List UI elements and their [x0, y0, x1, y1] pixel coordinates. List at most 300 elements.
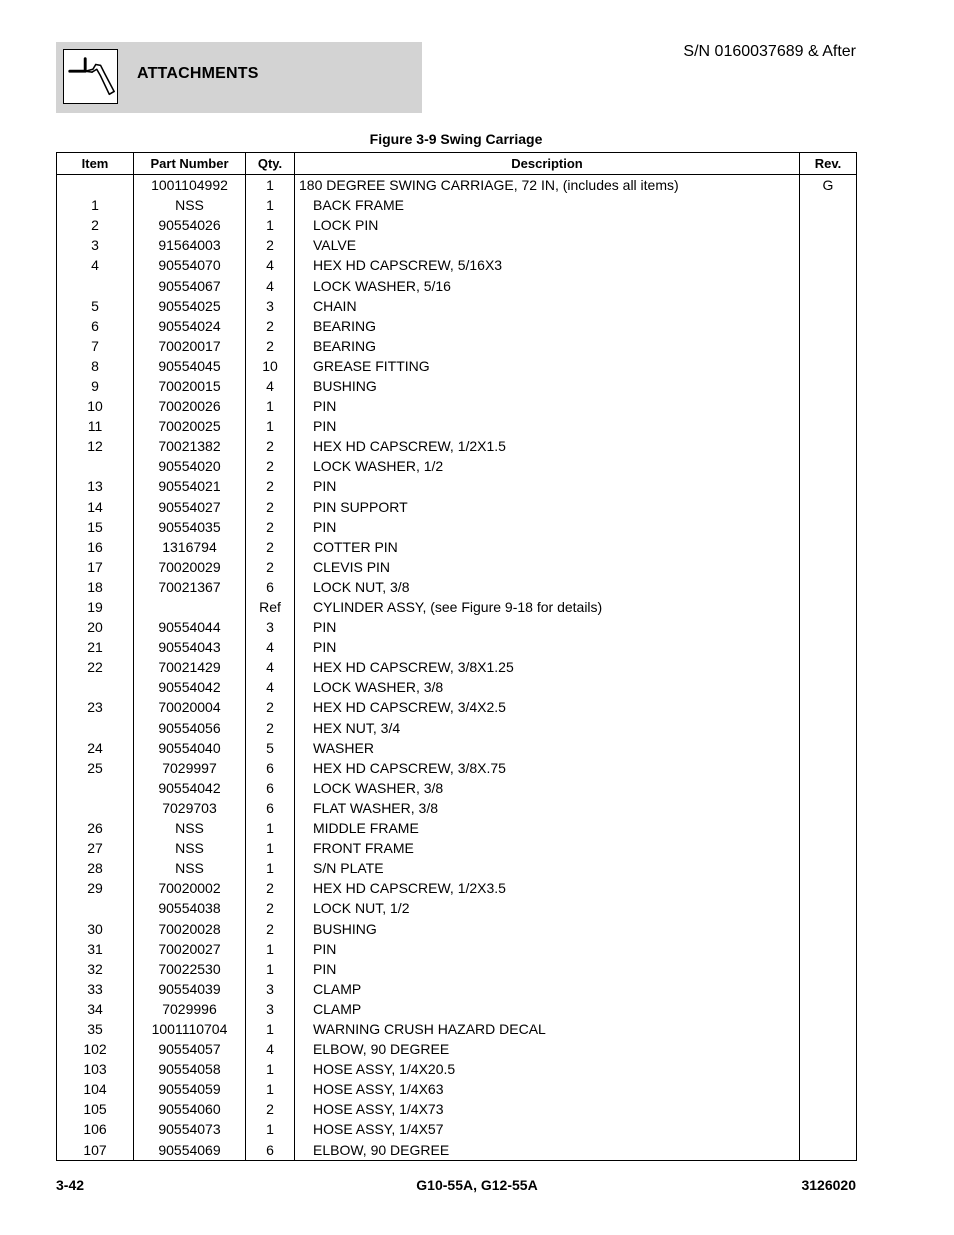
rev-cell — [800, 878, 857, 898]
qty-cell: 1 — [246, 175, 295, 196]
description-cell: PIN — [295, 517, 800, 537]
table-row — [57, 577, 857, 597]
table-row — [57, 255, 857, 275]
part-number-cell: NSS — [134, 858, 246, 878]
rev-cell — [800, 818, 857, 838]
column-header-item: Item — [57, 153, 134, 175]
part-number-cell: 90554027 — [134, 497, 246, 517]
part-number-cell: 90554060 — [134, 1099, 246, 1119]
item-cell: 11 — [57, 416, 134, 436]
description-cell: ELBOW, 90 DEGREE — [295, 1039, 800, 1059]
table-row — [57, 275, 857, 295]
item-cell: 20 — [57, 617, 134, 637]
description-cell: WARNING CRUSH HAZARD DECAL — [295, 1019, 800, 1039]
table-row — [57, 1119, 857, 1139]
item-cell: 17 — [57, 557, 134, 577]
description-cell: BEARING — [295, 336, 800, 356]
table-row — [57, 979, 857, 999]
part-number-cell: 90554057 — [134, 1039, 246, 1059]
rev-cell — [800, 255, 857, 275]
table-row — [57, 718, 857, 738]
description-cell: CYLINDER ASSY, (see Figure 9-18 for details) — [295, 597, 800, 617]
rev-cell: G — [800, 175, 857, 196]
item-cell: 5 — [57, 296, 134, 316]
rev-cell — [800, 1119, 857, 1139]
rev-cell — [800, 376, 857, 396]
part-number-cell: 70020029 — [134, 557, 246, 577]
item-cell: 26 — [57, 818, 134, 838]
part-number-cell: 70020027 — [134, 939, 246, 959]
item-cell: 19 — [57, 597, 134, 617]
part-number-cell: NSS — [134, 195, 246, 215]
qty-cell: 2 — [246, 316, 295, 336]
table-row — [57, 476, 857, 496]
part-number-cell: 7029703 — [134, 798, 246, 818]
item-cell — [57, 898, 134, 918]
table-row — [57, 175, 857, 196]
item-cell: 6 — [57, 316, 134, 336]
description-cell: LOCK NUT, 3/8 — [295, 577, 800, 597]
rev-cell — [800, 1039, 857, 1059]
rev-cell — [800, 577, 857, 597]
qty-cell: 2 — [246, 436, 295, 456]
qty-cell: 1 — [246, 1019, 295, 1039]
item-cell — [57, 718, 134, 738]
qty-cell: 4 — [246, 255, 295, 275]
parts-table — [56, 152, 857, 1161]
table-row — [57, 838, 857, 858]
item-cell: 33 — [57, 979, 134, 999]
qty-cell: 3 — [246, 617, 295, 637]
table-row — [57, 416, 857, 436]
description-cell: LOCK WASHER, 5/16 — [295, 275, 800, 295]
description-cell: HOSE ASSY, 1/4X57 — [295, 1119, 800, 1139]
part-number-cell: 70020017 — [134, 336, 246, 356]
description-cell: CLAMP — [295, 979, 800, 999]
rev-cell — [800, 1099, 857, 1119]
table-row — [57, 939, 857, 959]
qty-cell: 2 — [246, 557, 295, 577]
item-cell — [57, 798, 134, 818]
table-row — [57, 215, 857, 235]
table-row — [57, 697, 857, 717]
part-number-cell: 90554042 — [134, 778, 246, 798]
rev-cell — [800, 195, 857, 215]
description-cell: HEX HD CAPSCREW, 5/16X3 — [295, 255, 800, 275]
rev-cell — [800, 798, 857, 818]
qty-cell: 3 — [246, 979, 295, 999]
table-row — [57, 637, 857, 657]
table-row — [57, 758, 857, 778]
item-cell: 32 — [57, 959, 134, 979]
qty-cell: 2 — [246, 456, 295, 476]
qty-cell: 3 — [246, 999, 295, 1019]
part-number-cell: 70020025 — [134, 416, 246, 436]
table-row — [57, 436, 857, 456]
item-cell: 9 — [57, 376, 134, 396]
description-cell: CHAIN — [295, 296, 800, 316]
description-cell: FLAT WASHER, 3/8 — [295, 798, 800, 818]
qty-cell: 6 — [246, 778, 295, 798]
rev-cell — [800, 517, 857, 537]
table-row — [57, 959, 857, 979]
description-cell: HEX HD CAPSCREW, 1/2X3.5 — [295, 878, 800, 898]
description-cell: PIN — [295, 617, 800, 637]
item-cell — [57, 778, 134, 798]
table-row — [57, 878, 857, 898]
part-number-cell: 70020004 — [134, 697, 246, 717]
item-cell: 21 — [57, 637, 134, 657]
qty-cell: 2 — [246, 898, 295, 918]
rev-cell — [800, 939, 857, 959]
part-number-cell: 90554026 — [134, 215, 246, 235]
rev-cell — [800, 356, 857, 376]
item-cell: 1 — [57, 195, 134, 215]
model-numbers: G10-55A, G12-55A — [416, 1177, 538, 1193]
rev-cell — [800, 838, 857, 858]
part-number-cell: 1316794 — [134, 537, 246, 557]
description-cell: COTTER PIN — [295, 537, 800, 557]
part-number-cell: 90554040 — [134, 738, 246, 758]
description-cell: HEX HD CAPSCREW, 3/8X.75 — [295, 758, 800, 778]
part-number-cell: 90554021 — [134, 476, 246, 496]
qty-cell: 2 — [246, 476, 295, 496]
rev-cell — [800, 718, 857, 738]
description-cell: HEX HD CAPSCREW, 3/4X2.5 — [295, 697, 800, 717]
table-row — [57, 898, 857, 918]
qty-cell: 6 — [246, 577, 295, 597]
part-number-cell: 90554058 — [134, 1059, 246, 1079]
table-row — [57, 537, 857, 557]
qty-cell: 2 — [246, 878, 295, 898]
part-number-cell: 1001110704 — [134, 1019, 246, 1039]
description-cell: PIN — [295, 396, 800, 416]
rev-cell — [800, 758, 857, 778]
description-cell: BUSHING — [295, 376, 800, 396]
table-row — [57, 858, 857, 878]
qty-cell: 1 — [246, 818, 295, 838]
part-number-cell: 91564003 — [134, 235, 246, 255]
qty-cell: 4 — [246, 275, 295, 295]
qty-cell: 5 — [246, 738, 295, 758]
part-number-cell: 90554056 — [134, 718, 246, 738]
table-row — [57, 316, 857, 336]
item-cell — [57, 456, 134, 476]
qty-cell: 6 — [246, 758, 295, 778]
rev-cell — [800, 999, 857, 1019]
rev-cell — [800, 235, 857, 255]
part-number-cell: 90554035 — [134, 517, 246, 537]
item-cell: 28 — [57, 858, 134, 878]
rev-cell — [800, 436, 857, 456]
rev-cell — [800, 537, 857, 557]
rev-cell — [800, 898, 857, 918]
table-row — [57, 235, 857, 255]
item-cell: 107 — [57, 1140, 134, 1161]
description-cell: BEARING — [295, 316, 800, 336]
part-number-cell: 90554067 — [134, 275, 246, 295]
description-cell: WASHER — [295, 738, 800, 758]
table-row — [57, 1079, 857, 1099]
wrench-arm-icon — [64, 50, 117, 103]
item-cell: 8 — [57, 356, 134, 376]
rev-cell — [800, 979, 857, 999]
description-cell: HOSE ASSY, 1/4X63 — [295, 1079, 800, 1099]
item-cell: 14 — [57, 497, 134, 517]
qty-cell: 1 — [246, 195, 295, 215]
item-cell: 2 — [57, 215, 134, 235]
description-cell: HOSE ASSY, 1/4X20.5 — [295, 1059, 800, 1079]
part-number-cell: 70020002 — [134, 878, 246, 898]
qty-cell: 2 — [246, 336, 295, 356]
part-number-cell: 70020026 — [134, 396, 246, 416]
table-row — [57, 1019, 857, 1039]
table-row — [57, 456, 857, 476]
table-row — [57, 296, 857, 316]
table-header-row — [57, 153, 857, 175]
rev-cell — [800, 557, 857, 577]
qty-cell: Ref — [246, 597, 295, 617]
rev-cell — [800, 738, 857, 758]
table-row — [57, 356, 857, 376]
document-number: 3126020 — [801, 1177, 856, 1193]
item-cell: 27 — [57, 838, 134, 858]
table-row — [57, 798, 857, 818]
description-cell: PIN SUPPORT — [295, 497, 800, 517]
part-number-cell: 70021429 — [134, 657, 246, 677]
part-number-cell: NSS — [134, 838, 246, 858]
part-number-cell: 7029997 — [134, 758, 246, 778]
rev-cell — [800, 1079, 857, 1099]
description-cell: HEX NUT, 3/4 — [295, 718, 800, 738]
table-row — [57, 738, 857, 758]
table-row — [57, 999, 857, 1019]
item-cell — [57, 175, 134, 196]
table-row — [57, 376, 857, 396]
qty-cell: 4 — [246, 637, 295, 657]
table-row — [57, 497, 857, 517]
description-cell: HEX HD CAPSCREW, 3/8X1.25 — [295, 657, 800, 677]
table-row — [57, 396, 857, 416]
item-cell: 3 — [57, 235, 134, 255]
qty-cell: 2 — [246, 718, 295, 738]
table-row — [57, 195, 857, 215]
figure-title: Figure 3-9 Swing Carriage — [369, 131, 543, 147]
item-cell: 23 — [57, 697, 134, 717]
qty-cell: 1 — [246, 1079, 295, 1099]
item-cell: 10 — [57, 396, 134, 416]
rev-cell — [800, 316, 857, 336]
item-cell: 30 — [57, 918, 134, 938]
table-row — [57, 677, 857, 697]
part-number-cell: 90554039 — [134, 979, 246, 999]
part-number-cell: 70022530 — [134, 959, 246, 979]
part-number-cell: NSS — [134, 818, 246, 838]
item-cell: 18 — [57, 577, 134, 597]
table-row — [57, 517, 857, 537]
rev-cell — [800, 1140, 857, 1161]
rev-cell — [800, 296, 857, 316]
qty-cell: 4 — [246, 376, 295, 396]
part-number-cell: 70021382 — [134, 436, 246, 456]
qty-cell: 2 — [246, 537, 295, 557]
item-cell: 35 — [57, 1019, 134, 1039]
description-cell: LOCK NUT, 1/2 — [295, 898, 800, 918]
item-cell: 22 — [57, 657, 134, 677]
part-number-cell: 90554073 — [134, 1119, 246, 1139]
qty-cell: 10 — [246, 356, 295, 376]
part-number-cell: 7029996 — [134, 999, 246, 1019]
description-cell: LOCK WASHER, 3/8 — [295, 778, 800, 798]
rev-cell — [800, 215, 857, 235]
section-title: ATTACHMENTS — [137, 65, 259, 82]
table-row — [57, 657, 857, 677]
description-cell: FRONT FRAME — [295, 838, 800, 858]
item-cell: 25 — [57, 758, 134, 778]
description-cell: CLAMP — [295, 999, 800, 1019]
table-row — [57, 1099, 857, 1119]
qty-cell: 2 — [246, 697, 295, 717]
part-number-cell: 90554070 — [134, 255, 246, 275]
part-number-cell: 90554069 — [134, 1140, 246, 1161]
table-row — [57, 617, 857, 637]
column-header-part-number: Part Number — [134, 153, 246, 175]
rev-cell — [800, 677, 857, 697]
rev-cell — [800, 336, 857, 356]
column-header-rev: Rev. — [800, 153, 857, 175]
description-cell: GREASE FITTING — [295, 356, 800, 376]
serial-number-note: S/N 0160037689 & After — [683, 43, 856, 60]
part-number-cell: 90554020 — [134, 456, 246, 476]
part-number-cell: 90554059 — [134, 1079, 246, 1099]
qty-cell: 2 — [246, 918, 295, 938]
rev-cell — [800, 597, 857, 617]
item-cell: 105 — [57, 1099, 134, 1119]
qty-cell: 6 — [246, 1140, 295, 1161]
table-row — [57, 778, 857, 798]
item-cell — [57, 677, 134, 697]
rev-cell — [800, 1019, 857, 1039]
description-cell: CLEVIS PIN — [295, 557, 800, 577]
item-cell: 29 — [57, 878, 134, 898]
item-cell: 4 — [57, 255, 134, 275]
qty-cell: 1 — [246, 1059, 295, 1079]
qty-cell: 1 — [246, 215, 295, 235]
qty-cell: 1 — [246, 396, 295, 416]
part-number-cell: 90554038 — [134, 898, 246, 918]
qty-cell: 2 — [246, 517, 295, 537]
item-cell: 106 — [57, 1119, 134, 1139]
rev-cell — [800, 476, 857, 496]
part-number-cell: 90554045 — [134, 356, 246, 376]
rev-cell — [800, 416, 857, 436]
rev-cell — [800, 497, 857, 517]
description-cell: PIN — [295, 476, 800, 496]
part-number-cell: 90554025 — [134, 296, 246, 316]
qty-cell: 4 — [246, 677, 295, 697]
qty-cell: 1 — [246, 1119, 295, 1139]
item-cell: 13 — [57, 476, 134, 496]
part-number-cell: 90554042 — [134, 677, 246, 697]
item-cell: 24 — [57, 738, 134, 758]
description-cell: VALVE — [295, 235, 800, 255]
description-cell: MIDDLE FRAME — [295, 818, 800, 838]
table-row — [57, 818, 857, 838]
description-cell: LOCK PIN — [295, 215, 800, 235]
item-cell: 102 — [57, 1039, 134, 1059]
description-cell: HEX HD CAPSCREW, 1/2X1.5 — [295, 436, 800, 456]
description-cell: BUSHING — [295, 918, 800, 938]
parts-table-body — [57, 175, 857, 1161]
rev-cell — [800, 778, 857, 798]
column-header-description: Description — [295, 153, 800, 175]
table-row — [57, 1059, 857, 1079]
table-row — [57, 918, 857, 938]
rev-cell — [800, 637, 857, 657]
part-number-cell: 70020015 — [134, 376, 246, 396]
description-cell: PIN — [295, 959, 800, 979]
description-cell: HOSE ASSY, 1/4X73 — [295, 1099, 800, 1119]
part-number-cell: 90554044 — [134, 617, 246, 637]
description-cell: LOCK WASHER, 3/8 — [295, 677, 800, 697]
qty-cell: 2 — [246, 1099, 295, 1119]
qty-cell: 1 — [246, 858, 295, 878]
rev-cell — [800, 456, 857, 476]
rev-cell — [800, 275, 857, 295]
qty-cell: 4 — [246, 657, 295, 677]
item-cell: 16 — [57, 537, 134, 557]
part-number-cell: 90554043 — [134, 637, 246, 657]
rev-cell — [800, 697, 857, 717]
part-number-cell: 70020028 — [134, 918, 246, 938]
section-logo — [63, 49, 118, 104]
description-cell: PIN — [295, 637, 800, 657]
description-cell: S/N PLATE — [295, 858, 800, 878]
column-header-qty: Qty. — [246, 153, 295, 175]
part-number-cell: 70021367 — [134, 577, 246, 597]
qty-cell: 3 — [246, 296, 295, 316]
rev-cell — [800, 396, 857, 416]
rev-cell — [800, 959, 857, 979]
rev-cell — [800, 617, 857, 637]
rev-cell — [800, 657, 857, 677]
qty-cell: 1 — [246, 838, 295, 858]
qty-cell: 2 — [246, 235, 295, 255]
table-row — [57, 557, 857, 577]
rev-cell — [800, 1059, 857, 1079]
qty-cell: 6 — [246, 798, 295, 818]
part-number-cell — [134, 597, 246, 617]
item-cell: 34 — [57, 999, 134, 1019]
description-cell: PIN — [295, 939, 800, 959]
qty-cell: 1 — [246, 416, 295, 436]
page-number: 3-42 — [56, 1177, 85, 1193]
description-cell: PIN — [295, 416, 800, 436]
description-cell: BACK FRAME — [295, 195, 800, 215]
rev-cell — [800, 918, 857, 938]
qty-cell: 4 — [246, 1039, 295, 1059]
item-cell: 31 — [57, 939, 134, 959]
description-cell: ELBOW, 90 DEGREE — [295, 1140, 800, 1161]
part-number-cell: 90554024 — [134, 316, 246, 336]
part-number-cell: 1001104992 — [134, 175, 246, 196]
item-cell — [57, 275, 134, 295]
description-cell: LOCK WASHER, 1/2 — [295, 456, 800, 476]
item-cell: 7 — [57, 336, 134, 356]
rev-cell — [800, 858, 857, 878]
item-cell: 104 — [57, 1079, 134, 1099]
table-row — [57, 1039, 857, 1059]
